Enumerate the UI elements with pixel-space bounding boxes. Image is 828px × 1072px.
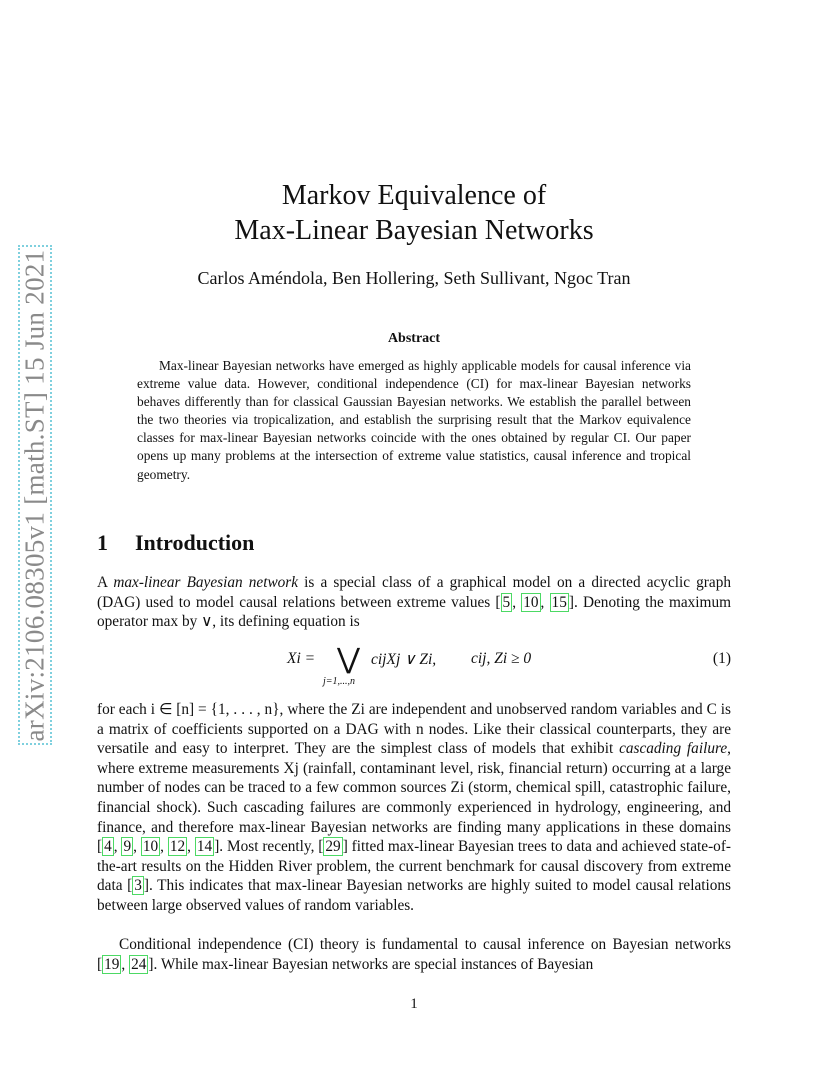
emphasis-term: max-linear Bayesian network xyxy=(113,574,299,591)
text-span: is a special class of a graphical model on a directed acyclic graph (DAG) used to model causal relations between extreme values [ xyxy=(97,574,731,611)
text-span: , where extreme measurements Xj (rainfall, contaminant level, risk, financial return) occurring at a large number of nodes can be traced to a few common sources Zi (storm, chemical spill, catastrophic failure, financial shock). Such cascading failures are commonly experienced in hydrology, engineering, and finance, and therefore max-linear Bayesian networks are finding many applications in these domains [ xyxy=(97,740,731,856)
max-operator: ⋁ xyxy=(337,644,360,675)
equation-lhs: Xi = xyxy=(287,650,316,667)
text-span: for each i ∈ [n] = {1, . . . , n}, where the Zi are independent and unobserved random variables and C is a matrix of coefficients supported on a DAG with n nodes. Like their classical counterparts, they are versatile and easy to interpret. They are the simplest class of models that exhibit xyxy=(97,701,731,758)
text-span: , xyxy=(512,593,522,611)
equation-rhs: cijXj ∨ Zi, xyxy=(371,651,437,668)
section-heading xyxy=(97,530,254,556)
citation-link[interactable]: 5 xyxy=(502,593,511,611)
citation-link[interactable]: 24 xyxy=(131,955,147,973)
intro-paragraph-3 xyxy=(97,935,731,974)
citation-link[interactable]: 29 xyxy=(325,838,341,856)
text-span: ]. While max-linear Bayesian networks are special instances of Bayesian xyxy=(148,955,594,973)
arxiv-identifier: arXiv:2106.08305v1 [math.ST] 15 Jun 2021 xyxy=(19,249,50,741)
citation-link[interactable]: 10 xyxy=(142,838,159,856)
citation-link[interactable]: 9 xyxy=(123,838,132,856)
section-number: 1 xyxy=(97,530,108,555)
citation-link[interactable]: 15 xyxy=(551,593,567,611)
text-span: ]. This indicates that max-linear Bayesian networks are highly suited to model causal relations between large observed values of random variables. xyxy=(97,877,731,914)
citation-link[interactable]: 3 xyxy=(134,877,142,895)
text-span: , xyxy=(540,593,550,611)
arxiv-stamp xyxy=(18,245,52,745)
author-list: Carlos Améndola, Ben Hollering, Seth Sullivant, Ngoc Tran xyxy=(197,268,631,288)
text-span: ]. Most recently, [ xyxy=(214,838,324,856)
text-span: ] fitted max-linear Bayesian trees to data and achieved state-of-the-art results on the Hidden River problem, the current benchmark for causal discovery from extreme data [ xyxy=(97,838,732,895)
abstract-heading: Abstract xyxy=(387,331,441,346)
text-span: A xyxy=(97,574,114,591)
operator-range: j=1,...,n xyxy=(323,676,356,687)
citation-link[interactable]: 4 xyxy=(104,838,112,856)
equation-condition: cij, Zi ≥ 0 xyxy=(471,650,532,667)
intro-paragraph-1 xyxy=(97,573,731,632)
text-span: Conditional independence (CI) theory is fundamental to causal inference on Bayesian networks [ xyxy=(97,936,731,973)
abstract-text: Max-linear Bayesian networks have emerged as highly applicable models for causal inference via extreme value data. However, conditional independence (CI) for max-linear Bayesian networks behaves differently than for classical Gaussian Bayesian networks. We establish the parallel between the two theories via tropicalization, and establish the surprising result that the Markov equivalence classes for max-linear Bayesian networks coincide with the ones obtained by regular CI. Our paper opens up many problems at the intersection of extreme value statistics, causal inference and tropical geometry. xyxy=(137,358,691,482)
text-span: ]. Denoting the maximum operator max by ∨, its defining equation is xyxy=(97,593,731,631)
text-span: , xyxy=(113,838,122,856)
page-number: 1 xyxy=(410,996,418,1012)
equation-1 xyxy=(97,644,731,690)
citation-link[interactable]: 19 xyxy=(104,955,120,973)
text-span: , xyxy=(187,838,195,856)
citation-link[interactable]: 10 xyxy=(523,593,539,611)
emphasis-term: cascading failure xyxy=(619,740,728,758)
equation-number: (1) xyxy=(712,650,731,667)
text-span: , xyxy=(133,838,141,856)
section-title: Introduction xyxy=(135,530,255,555)
paper-title xyxy=(0,178,828,248)
text-span: , xyxy=(121,955,130,973)
citation-link[interactable]: 14 xyxy=(196,838,213,856)
text-span: , xyxy=(160,838,168,856)
title-line-1: Markov Equivalence of xyxy=(281,180,547,211)
intro-paragraph-2 xyxy=(97,700,731,916)
title-line-2: Max-Linear Bayesian Networks xyxy=(234,215,594,246)
citation-link[interactable]: 12 xyxy=(169,838,186,856)
